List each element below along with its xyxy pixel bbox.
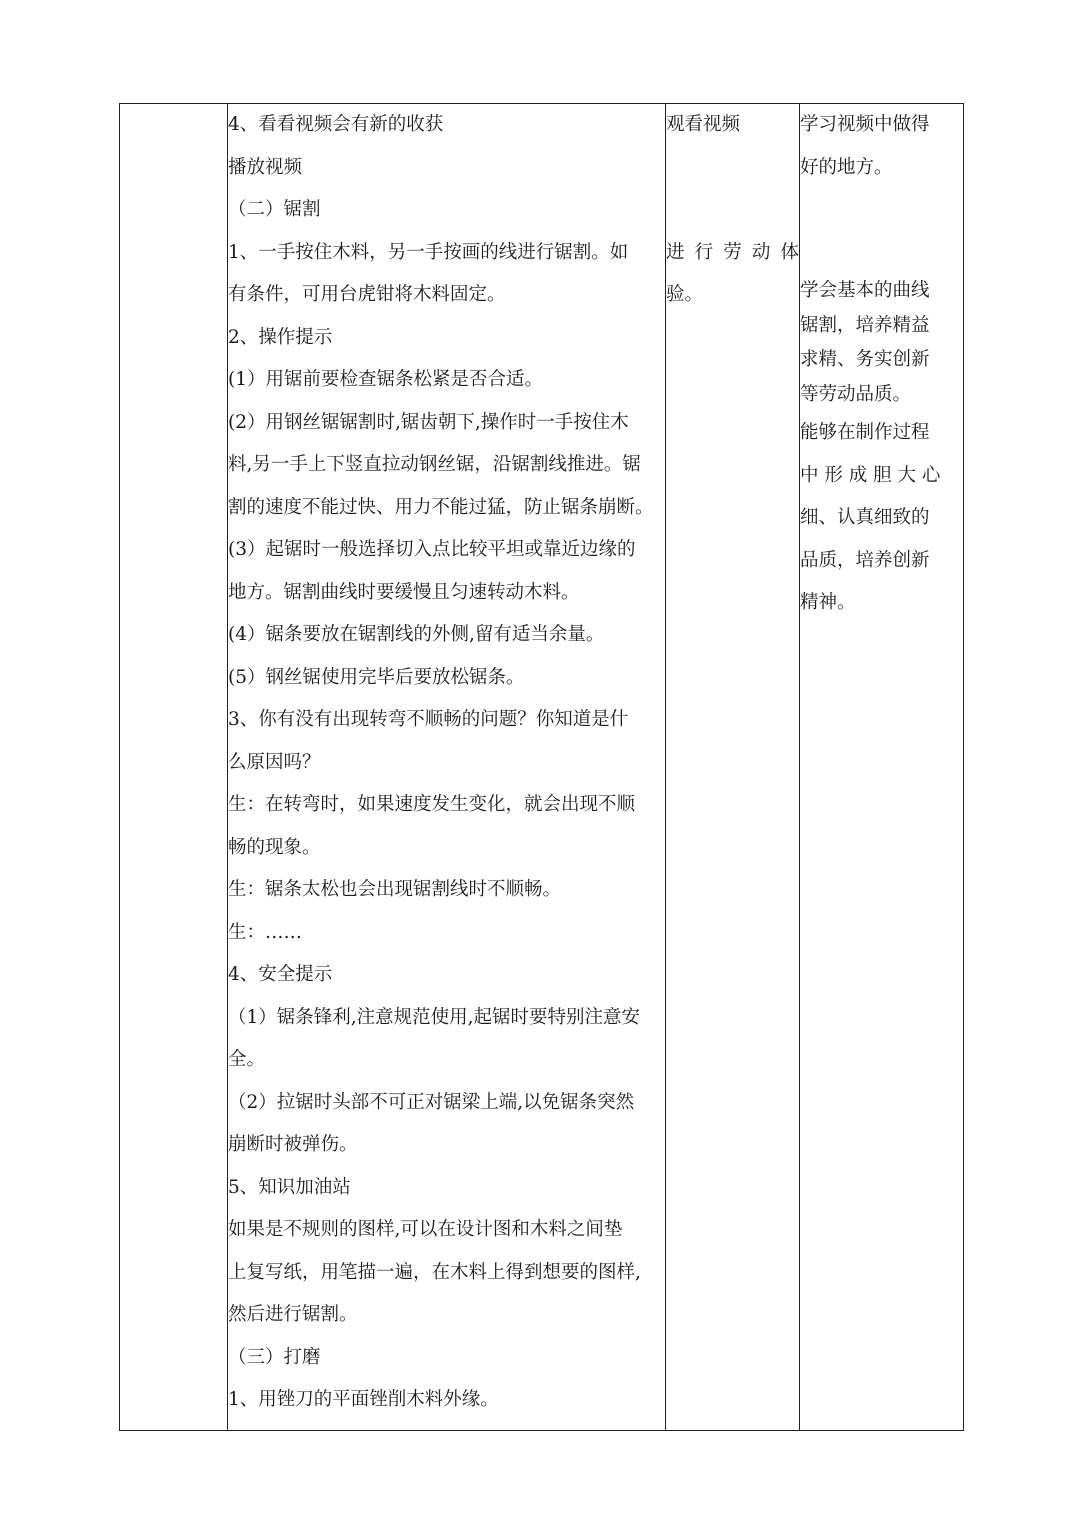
spacer (800, 189, 963, 274)
content-line: 5、知识加油站 (228, 1176, 351, 1198)
content-line: 畅的现象。 (228, 836, 321, 858)
content-line: 生：…… (228, 921, 303, 943)
content-line: 1、用锉刀的平面锉削木料外缘。 (228, 1389, 499, 1410)
activity-labor-line-2: 验。 (666, 284, 704, 305)
goal-line: 学会基本的曲线 (800, 280, 930, 301)
content-line: 上复写纸，用笔描一遍，在木料上得到想要的图样, (228, 1261, 641, 1283)
goal-line: 能够在制作过程 (800, 422, 930, 443)
goal-video-line-1: 学习视频中做得 (800, 114, 930, 135)
spacer (666, 147, 799, 232)
content-line: 生：在转弯时，如果速度发生变化，就会出现不顺 (228, 794, 636, 815)
goal-line: 求精、务实创新 (800, 349, 930, 370)
content-line: (5）钢丝锯使用完毕后要放松锯条。 (228, 666, 525, 688)
goal-labor-lines (800, 274, 963, 625)
content-line: 地方。锯割曲线时要缓慢且匀速转动木料。 (228, 581, 580, 603)
content-line: 然后进行锯割。 (228, 1304, 358, 1325)
goal-line: 锯割，培养精益 (800, 314, 930, 336)
content-line: 4、安全提示 (228, 964, 333, 985)
content-line: (1）用锯前要检查锯条松紧是否合适。 (228, 369, 543, 390)
content-line: 么原因吗？ (228, 751, 321, 773)
content-line: (3）起锯时一般选择切入点比较平坦或靠近边缘的 (228, 539, 636, 560)
content-line: 生：锯条太松也会出现锯割线时不顺畅。 (228, 879, 562, 900)
stage-cell (120, 104, 228, 1431)
goal-line: 等劳动品质。 (800, 383, 912, 405)
content-line: 3、你有没有出现转弯不顺畅的问题？你知道是什 (228, 709, 629, 730)
goal-line: 精神。 (800, 592, 856, 613)
design-intent-cell (800, 104, 964, 1431)
lesson-plan-table (119, 103, 964, 1431)
content-line: 料,另一手上下竖直拉动钢丝锯，沿锯割线推进。锯 (228, 454, 641, 475)
content-line: 播放视频 (228, 156, 303, 178)
content-line: 1、一手按住木料，另一手按画的线进行锯割。如 (228, 241, 629, 263)
content-line: 崩断时被弹伤。 (228, 1134, 358, 1155)
content-line: 有条件，可用台虎钳将木料固定。 (228, 284, 506, 305)
content-line: （2）拉锯时头部不可正对锯梁上端,以免锯条突然 (228, 1091, 635, 1113)
content-line: 全。 (228, 1049, 266, 1070)
content-line: 割的速度不能过快、用力不能过猛，防止锯条崩断。 (228, 496, 654, 518)
content-line: (4）锯条要放在锯割线的外侧,留有适当余量。 (228, 624, 605, 645)
table-row (120, 104, 964, 1431)
goal-video-line-2: 好的地方。 (800, 156, 893, 178)
content-line: （1）锯条锋利,注意规范使用,起锯时要特别注意安 (228, 1006, 641, 1028)
student-activity-cell (666, 104, 800, 1431)
content-line: （三）打磨 (228, 1346, 321, 1368)
content-line: 如果是不规则的图样,可以在设计图和木料之间垫 (228, 1219, 623, 1240)
teaching-content-lines (228, 104, 665, 1422)
content-line: （二）锯割 (228, 199, 321, 220)
activity-watch-video: 观看视频 (666, 114, 741, 135)
goal-line: 细、认真细致的 (800, 507, 930, 528)
activity-labor-line-1: 进 行 劳 动 体 (666, 241, 799, 263)
goal-line: 中 形 成 胆 大 心 (800, 464, 941, 486)
content-line: 4、看看视频会有新的收获 (228, 114, 444, 135)
content-line: (2）用钢丝锯锯割时,锯齿朝下,操作时一手按住木 (228, 411, 629, 433)
teaching-content-cell (228, 104, 666, 1431)
goal-line: 品质，培养创新 (800, 549, 930, 571)
content-line: 2、操作提示 (228, 326, 333, 348)
